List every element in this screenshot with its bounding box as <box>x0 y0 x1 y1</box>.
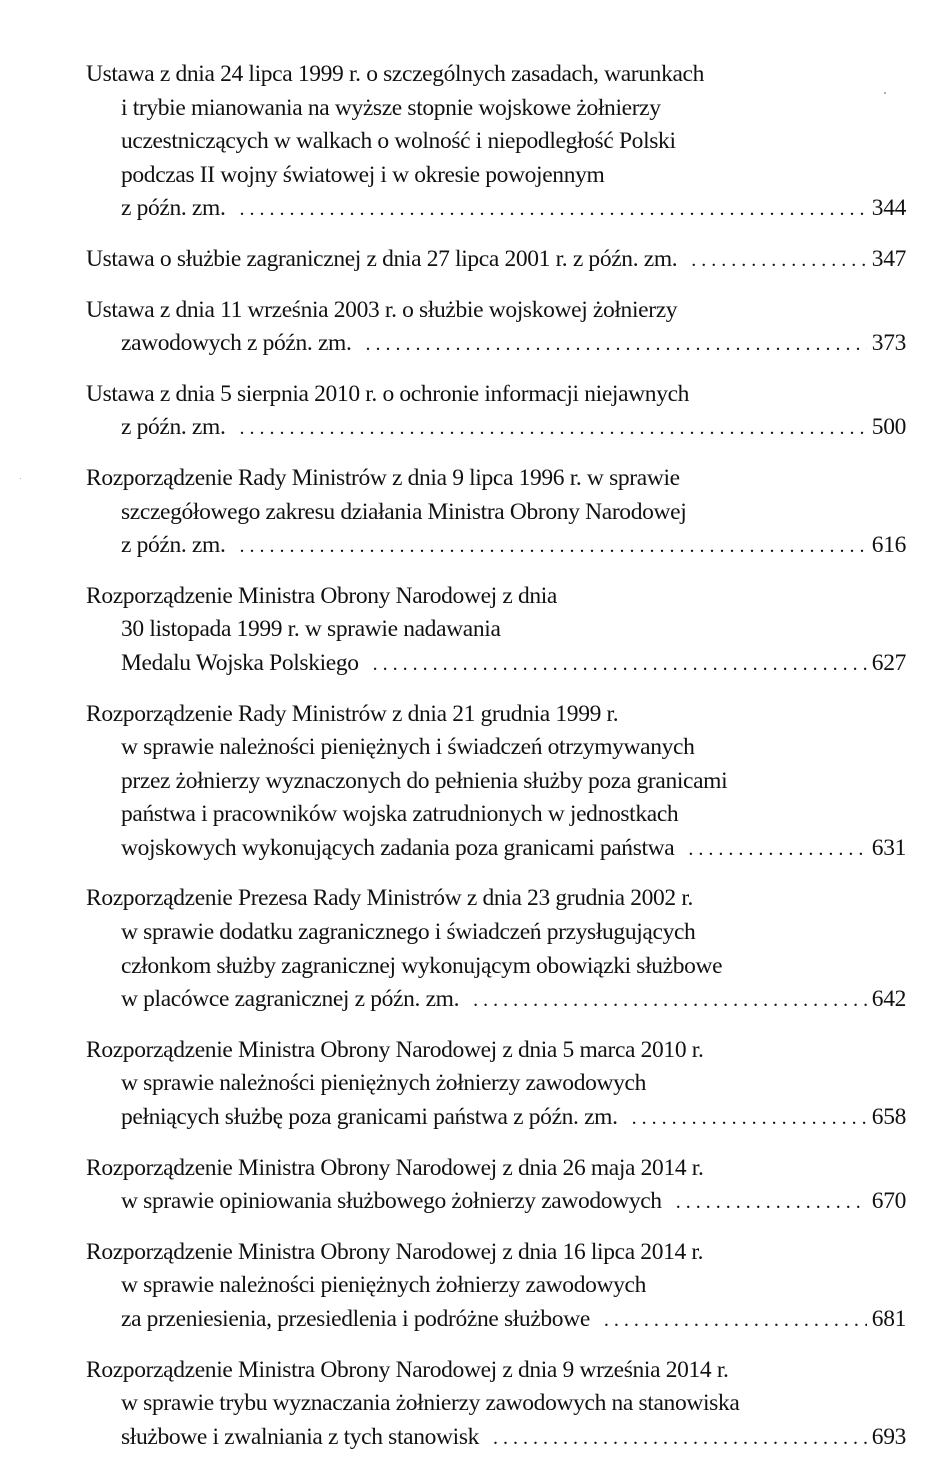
toc-entry <box>86 1034 906 1136</box>
toc-entry-text: zawodowych z późn. zm. <box>121 330 352 357</box>
dot-leader <box>691 244 867 278</box>
page-number: 627 <box>871 649 906 676</box>
toc-entry-text: Rozporządzenie Rady Ministrów z dnia 21 grudnia 1999 r. <box>86 700 619 727</box>
toc-entry-last-line <box>86 1303 906 1338</box>
toc-entry-line <box>86 882 906 916</box>
toc-entry-last-line <box>86 1421 906 1456</box>
toc-entry-text: za przeniesienia, przesiedlenia i podróżne służbowe <box>121 1306 590 1332</box>
toc-entry-line <box>86 496 906 530</box>
scan-speck <box>884 92 886 94</box>
toc-entry <box>86 462 906 564</box>
toc-entry-text: Ustawa z dnia 5 sierpnia 2010 r. o ochronie informacji niejawnych <box>86 380 690 407</box>
dot-leader <box>239 193 866 227</box>
toc-entry-line <box>86 580 906 614</box>
toc-entry-text: Ustawa z dnia 24 lipca 1999 r. o szczególnych zasadach, warunkach <box>86 61 705 87</box>
toc-entry-line <box>86 92 906 126</box>
toc-entry-text: przez żołnierzy wyznaczonych do pełnienia służby poza granicami <box>121 767 728 794</box>
toc-entry-line <box>86 916 906 950</box>
page-number: 347 <box>871 245 906 272</box>
toc-entry-text: Rozporządzenie Ministra Obrony Narodowej z dnia 26 maja 2014 r. <box>86 1154 704 1181</box>
toc-entry-last-line <box>86 529 906 564</box>
toc-entry-last-line <box>86 1185 906 1220</box>
toc-entry-text: w sprawie należności pieniężnych żołnierzy zawodowych <box>121 1070 646 1097</box>
toc-entry-line <box>86 698 906 732</box>
toc-entry-text: Rozporządzenie Ministra Obrony Narodowej z dnia 9 września 2014 r. <box>86 1356 729 1383</box>
dot-leader <box>493 1422 867 1456</box>
toc-entry-line <box>86 1067 906 1101</box>
toc-entry-text: z późn. zm. <box>121 414 226 441</box>
toc-entry-text: Rozporządzenie Ministra Obrony Narodowej z dnia 16 lipca 2014 r. <box>86 1238 704 1265</box>
toc-entry-line <box>86 1236 906 1270</box>
toc-entry-last-line <box>86 647 906 682</box>
toc-entry-text: 30 listopada 1999 r. w sprawie nadawania <box>121 616 501 643</box>
toc-entry-text: Rozporządzenie Ministra Obrony Narodowej z dnia 5 marca 2010 r. <box>86 1036 704 1063</box>
toc-entry-last-line <box>86 832 906 867</box>
toc-entry-text: w sprawie dodatku zagranicznego i świadczeń przysługujących <box>121 919 696 946</box>
page-number: 681 <box>871 1306 906 1332</box>
toc-entry-last-line <box>86 243 906 278</box>
dot-leader <box>632 1102 867 1136</box>
toc-entry-text: w sprawie należności pieniężnych i świadczeń otrzymywanych <box>121 734 695 761</box>
toc-entry <box>86 243 906 278</box>
page-number: 631 <box>871 834 906 861</box>
page-number: 658 <box>871 1104 906 1131</box>
dot-leader <box>604 1304 867 1338</box>
dot-leader <box>365 328 866 362</box>
toc-entry <box>86 698 906 867</box>
toc-entry-text: w sprawie trybu wyznaczania żołnierzy zawodowych na stanowiska <box>121 1390 740 1417</box>
toc-entry <box>86 294 906 362</box>
page-number: 670 <box>871 1188 906 1215</box>
toc-entry-text: i trybie mianowania na wyższe stopnie wojskowe żołnierzy <box>121 94 661 121</box>
toc-entry-line <box>86 613 906 647</box>
toc-entry <box>86 882 906 1017</box>
toc-entry-line <box>86 731 906 765</box>
toc-entry-text: Rozporządzenie Prezesa Rady Ministrów z dnia 23 grudnia 2002 r. <box>86 885 694 912</box>
table-of-contents <box>86 58 906 1471</box>
toc-entry-last-line <box>86 1101 906 1136</box>
page-number: 693 <box>871 1423 906 1450</box>
toc-entry-last-line <box>86 192 906 227</box>
toc-entry-line <box>86 58 906 92</box>
toc-entry-line <box>86 1269 906 1303</box>
toc-entry-text: wojskowych wykonujących zadania poza granicami państwa <box>121 834 675 861</box>
toc-entry-text: z późn. zm. <box>121 532 226 559</box>
toc-entry-last-line <box>86 327 906 362</box>
toc-entry-line <box>86 1034 906 1068</box>
toc-entry-last-line <box>86 983 906 1018</box>
toc-entry-text: szczegółowego zakresu działania Ministra Obrony Narodowej <box>121 498 687 525</box>
toc-entry-text: Medalu Wojska Polskiego <box>121 649 359 676</box>
toc-entry-text: Rozporządzenie Rady Ministrów z dnia 9 lipca 1996 r. w sprawie <box>86 464 680 491</box>
toc-entry-line <box>86 125 906 159</box>
toc-entry-text: członkom służby zagranicznej wykonującym obowiązki służbowe <box>121 952 723 979</box>
dot-leader <box>676 1186 867 1220</box>
toc-entry-text: służbowe i zwalniania z tych stanowisk <box>121 1423 480 1450</box>
page-number: 373 <box>871 330 906 357</box>
page-number: 500 <box>871 414 906 441</box>
toc-entry-text: w sprawie należności pieniężnych żołnierzy zawodowych <box>121 1272 646 1299</box>
toc-entry-line <box>86 1354 906 1388</box>
toc-entry-text: w sprawie opiniowania służbowego żołnierzy zawodowych <box>121 1188 662 1215</box>
dot-leader <box>239 530 866 564</box>
toc-entry-text: w placówce zagranicznej z późn. zm. <box>121 986 460 1013</box>
dot-leader <box>239 412 866 446</box>
toc-entry <box>86 1354 906 1456</box>
page-number: 642 <box>871 986 906 1013</box>
toc-entry-text: państwa i pracowników wojska zatrudnionych w jednostkach <box>121 801 679 828</box>
dot-leader <box>373 648 867 682</box>
scan-speck <box>20 478 21 479</box>
toc-entry-text: uczestniczących w walkach o wolność i niepodległość Polski <box>121 128 676 155</box>
toc-entry-line <box>86 1152 906 1186</box>
toc-entry <box>86 1236 906 1338</box>
toc-entry-text: Ustawa o służbie zagranicznej z dnia 27 lipca 2001 r. z późn. zm. <box>86 245 678 272</box>
toc-entry-line <box>86 378 906 412</box>
toc-entry-text: Ustawa z dnia 11 września 2003 r. o służbie wojskowej żołnierzy <box>86 296 678 323</box>
toc-entry-line <box>86 462 906 496</box>
toc-entry <box>86 580 906 682</box>
page-number: 616 <box>871 532 906 559</box>
toc-entry <box>86 58 906 227</box>
toc-entry-line <box>86 159 906 193</box>
toc-entry-text: podczas II wojny światowej i w okresie powojennym <box>121 161 605 188</box>
toc-entry <box>86 378 906 446</box>
dot-leader <box>688 833 866 867</box>
toc-entry-text: z późn. zm. <box>121 195 226 222</box>
toc-entry <box>86 1152 906 1220</box>
toc-entry-line <box>86 950 906 984</box>
toc-entry-line <box>86 1387 906 1421</box>
toc-entry-line <box>86 765 906 799</box>
page-number: 344 <box>871 195 906 222</box>
toc-entry-last-line <box>86 411 906 446</box>
toc-entry-line <box>86 294 906 328</box>
dot-leader <box>473 984 867 1018</box>
toc-entry-line <box>86 798 906 832</box>
toc-entry-text: Rozporządzenie Ministra Obrony Narodowej z dnia <box>86 582 558 609</box>
toc-entry-text: pełniących służbę poza granicami państwa z późn. zm. <box>121 1104 618 1131</box>
